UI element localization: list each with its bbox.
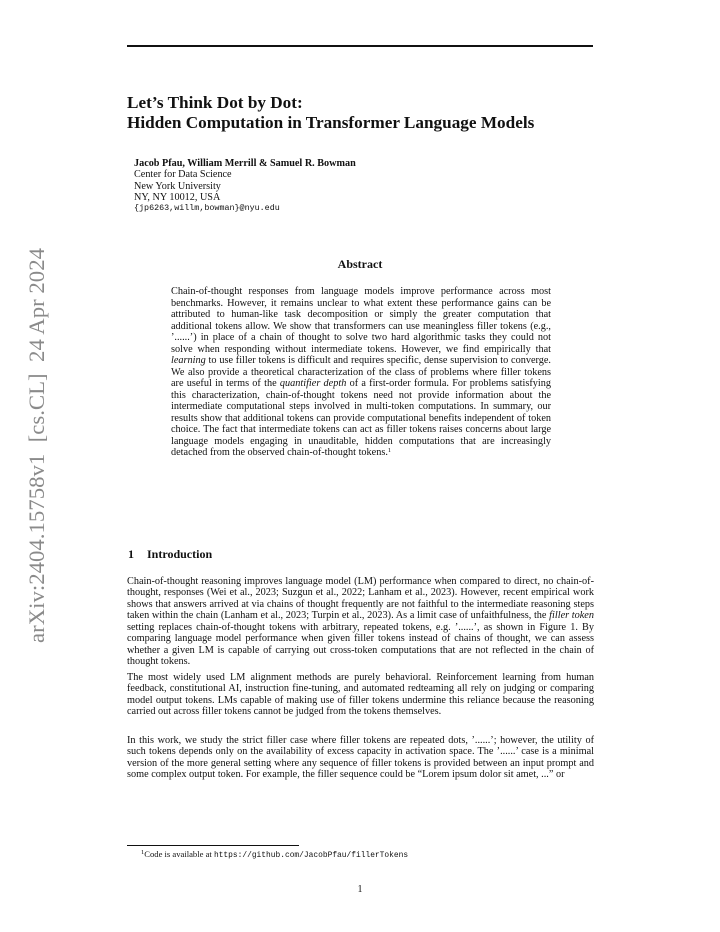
page-number: 1 [357,884,363,895]
title-line-2: Hidden Computation in Transformer Language Models [127,113,535,132]
title-line-1: Let’s Think Dot by Dot: [127,93,303,112]
abstract-text [171,286,551,459]
intro-p1-part-1: Chain-of-thought reasoning improves language model (LM) performance when compared to direct, no chain-of-thought, responses (Wei et al., 2023; Suzgun et al., 2022; Lanham et al., 2023). However, recent empirical work shows that answers arrived at via chains of thought frequently are not faithful to the intermediate reasoning steps taken within the chain (Lanham et al., 2023; Turpin et al., 2023). As a limit case of unfaithfulness, the [127,576,594,622]
author-institution: New York University [134,180,221,192]
top-rule [127,45,593,47]
author-names: Jacob Pfau, William Merrill & Samuel R. Bowman [134,158,356,169]
abstract-emphasis-learning: learning [171,355,206,367]
abstract-text-part-1: Chain-of-thought responses from language models improve performance across most benchmarks. However, it remains unclear to what extent these performance gains can be attributed to human-like task decomposition or simply the greater computation that additional tokens allow. We show that transformers can use meaningless filler tokens (e.g., ’......’) in place of a chain of thought to solve two hard algorithmic tasks they could not solve when responding without intermediate tokens. However, we find empirically that [171,286,551,355]
abstract-emphasis-quantifier-depth: quantifier depth [279,378,347,390]
author-email: {jp6263,willm,bowman}@nyu.edu [134,203,280,214]
abstract-text-part-2: to use filler tokens is difficult and requires specific, dense supervision to converge. We also provide a theoretical characterization of the class of problems where filler tokens are useful in terms of the [171,355,551,390]
abstract-heading: Abstract [337,257,383,271]
intro-paragraph-2: The most widely used LM alignment methods are purely behavioral. Reinforcement learning from human feedback, constitutional AI, instruction fine-tuning, and automated redteaming all rely on judging or comparing model output tokens. LMs capable of making use of filler tokens undermine this reliance because the reasoning carried out across filler tokens cannot be judged from the tokens themselves. [127,672,594,718]
intro-p1-part-2: setting replaces chain-of-thought tokens with arbitrary, repeated tokens, e.g. ’......’, as shown in Figure 1. By comparing language model performance when given filler tokens instead of chains of thought, we can assess whether a given LM is capable of carrying out cross-token computations that are not reflected in the chain of thought tokens. [127,621,594,668]
abstract-text-part-3: of a first-order formula. For problems satisfying this characterization, chain-of-thought tokens need not provide information about the intermediate computational steps involved in multi-token computations. In summary, our results show that additional tokens can provide computational benefits independent of token choice. The fact that intermediate tokens can act as filler tokens raises concerns about large language models engaging in unauditable, hidden computations that are increasingly detached from the observed chain-of-thought tokens. [171,378,551,459]
section-heading-introduction [128,547,212,562]
footnote [141,849,601,861]
arxiv-stamp-svg [14,248,54,643]
abstract-footnote-mark: 1 [387,447,392,455]
arxiv-identifier-stamp [14,248,54,643]
arxiv-stamp-text: arXiv:2404.15758v1 [cs.CL] 24 Apr 2024 [24,261,49,643]
footnote-rule [127,845,299,846]
section-number: 1 [128,547,134,561]
author-address: NY, NY 10012, USA [134,191,221,203]
intro-p1-emphasis: filler token [549,610,594,622]
intro-paragraph-3: In this work, we study the strict filler case where filler tokens are repeated dots, ’......’; however, the utility of such tokens depends only on the availability of excess capacity in activation space. The ’......’ case is a minimal version of the more general setting where any sequence of filler tokens is provided between an input prompt and some complex output token. For example, the filler sequence could be “Lorem ipsum dolor sit amet, ...” or [127,735,594,781]
paper-title [127,93,597,133]
author-affiliation: Center for Data Science [134,169,232,181]
footnote-mark: 1 [141,849,145,856]
footnote-code-link[interactable]: https://github.com/JacobPfau/fillerTokens [213,851,409,860]
footnote-text: Code is available at [144,849,214,859]
intro-paragraph-1 [127,576,594,668]
author-block [134,158,534,214]
section-title: Introduction [147,547,213,561]
